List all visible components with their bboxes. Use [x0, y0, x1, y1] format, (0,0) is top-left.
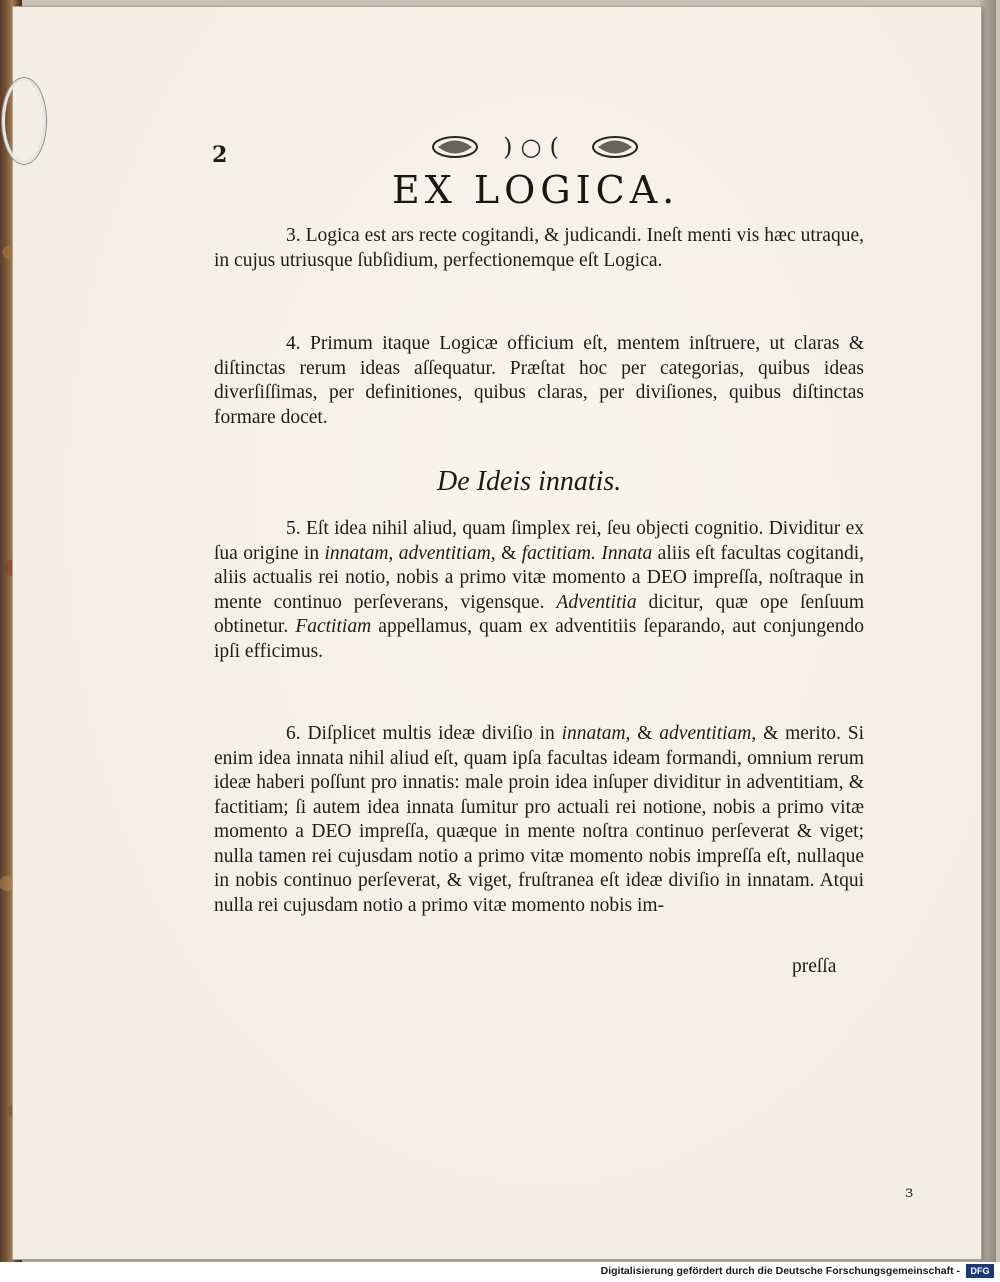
paragraph-4: 4. Primum itaque Logicæ officium eſt, mentem inſtruere, ut claras & diſtinctas rerum ideas aſſequatur. Præſtat hoc per categorias, quibus ideas diverſiſſimas, per definitiones, quibus claras, per diviſiones, quibus diſtinctas formare docet.: [214, 333, 864, 428]
right-fleuron-icon: [590, 134, 640, 160]
italic-term: Adventitia: [556, 591, 637, 613]
text-run: appellamus, quam ex adventitiis ſeparando, aut conjungendo ipſi efficimus.: [214, 616, 864, 662]
page-edge: [980, 0, 996, 1262]
text-run: dicitur, quæ ope ſenſuum obtinetur.: [214, 591, 864, 637]
footer-credit: Digitalisierung gefördert durch die Deutsche Forschungsgemeinschaft -: [600, 1265, 960, 1277]
text-run: aliis eſt facultas cogitandi, aliis actualis rei notio, nobis a primo vitæ momento a DEO impreſſa, noſtraque in mente continuo perſeverans, vigensque.: [214, 542, 865, 613]
italic-term: innatam,: [561, 723, 631, 744]
text-run: &: [495, 542, 522, 564]
section-heading: De Ideis innatis.: [437, 466, 622, 497]
italic-term: factitiam.: [521, 542, 596, 564]
header-ornament: [430, 130, 640, 164]
paragraph-3: 3. Logica est ars recte cogitandi, & judicandi. Ineſt menti vis hæc utraque, in cujus utriusque ſubſidium, perfectionemque eſt Logica.: [214, 225, 864, 271]
catchword: preſſa: [792, 956, 837, 977]
italic-term: Factitiam: [295, 616, 372, 637]
text-run: & merito. Si enim idea innata nihil aliud eſt, quam ipſa facultas ideam formandi, omnium rerum ideæ haberi poſſunt pro innatis: male proin idea inſuper dividitur in adventitiam, & factitiam; ſi autem idea innata ſumitur pro actuali rei notione, nobis a primo vitæ momento a DEO impreſſa, quæque in mente noſtra continuo perſeverat & viget; nulla tamen rei cujusdam notio a primo vitæ momento nobis impreſſa eſt, nullaque in nobis continuo perſeverat, & viget, fruſtranea eſt ideæ diviſio in innatam. Atqui nulla rei cujusdam notio a primo vitæ momento nobis im-: [214, 723, 864, 916]
text-run: 5. Eſt idea nihil aliud, quam ſimplex rei, ſeu objecti cognitio. Dividitur ex ſua origine in: [214, 518, 864, 564]
text-run: &: [630, 723, 660, 744]
text-run: 6. Diſplicet multis ideæ diviſio in: [286, 723, 562, 744]
page-title: EX LOGICA.: [392, 168, 680, 212]
page-number: 2: [212, 142, 228, 168]
italic-term: Innata: [601, 542, 653, 564]
paragraph-6: [214, 722, 864, 918]
italic-term: innatam, adventitiam,: [324, 542, 496, 564]
left-fleuron-icon: [430, 134, 480, 160]
italic-term: adventitiam,: [659, 723, 757, 744]
paragraph-5: [214, 517, 864, 664]
dfg-logo: DFG: [966, 1264, 994, 1278]
ornament-center: )○(: [503, 133, 567, 161]
printer-mark: ɜ: [905, 1182, 914, 1201]
page-clip: [2, 78, 46, 164]
